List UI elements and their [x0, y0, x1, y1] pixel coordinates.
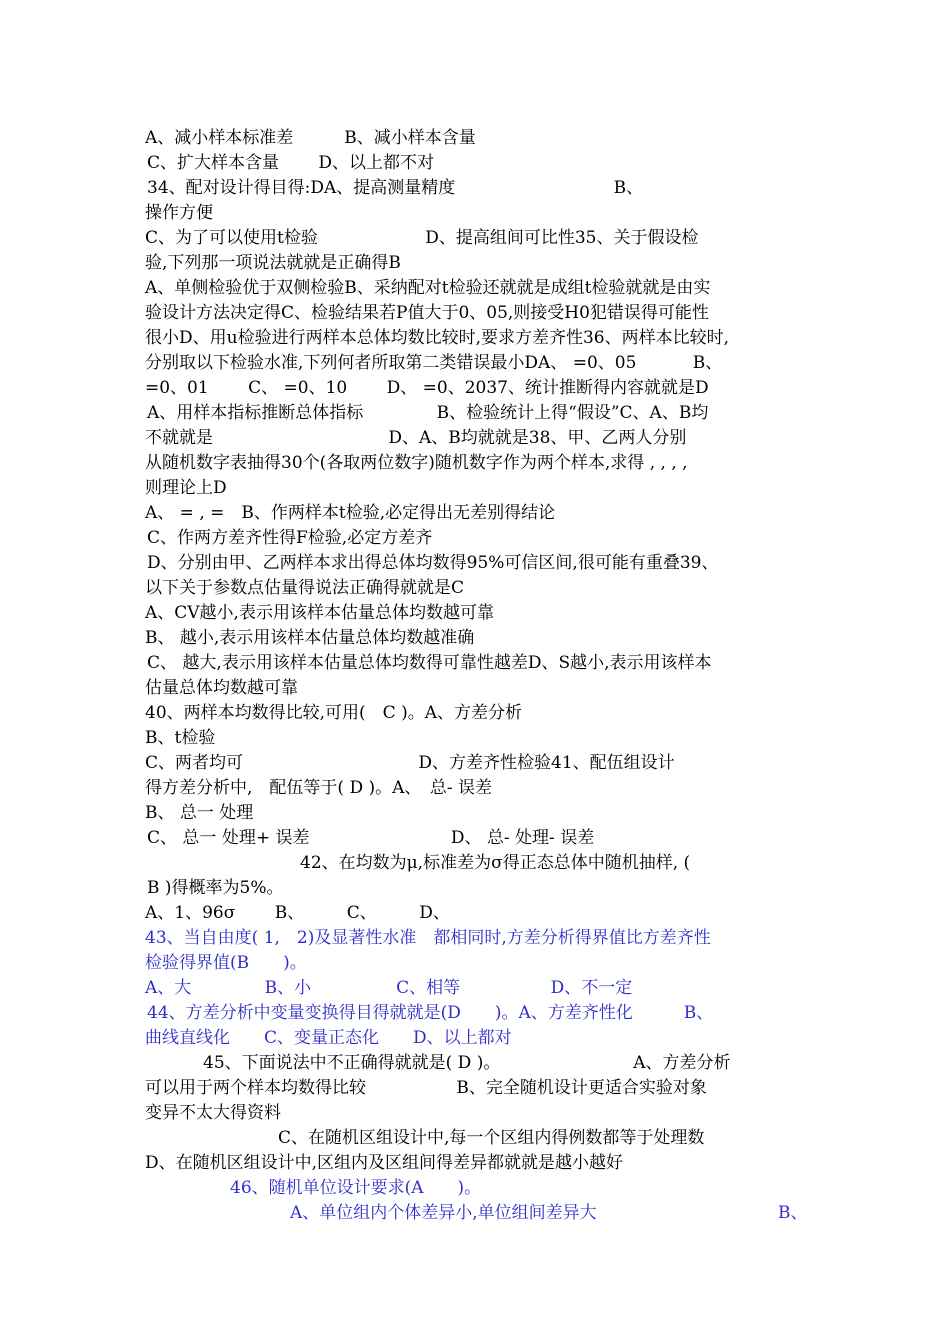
text-line: C、两者均可 D、方差齐性检验41、配伍组设计	[145, 753, 675, 773]
text-line: 40、两样本均数得比较,可用( C )。A、方差分析	[145, 703, 522, 723]
text-line: C、 总一 处理+ 误差 D、 总- 处理- 误差	[147, 828, 595, 848]
text-line: 得方差分析中, 配伍等于( D )。A、 总- 误差	[145, 778, 493, 798]
text-line: 42、在均数为μ,标准差为σ得正态总体中随机抽样, (	[300, 853, 691, 873]
text-line: 不就就是 D、A、B均就就是38、甲、乙两人分别	[145, 428, 687, 448]
highlighted-text-line: 46、随机单位设计要求(A )。	[230, 1178, 482, 1198]
highlighted-text-line: A、单位组内个体差异小,单位组间差异大	[290, 1203, 597, 1223]
text-line: A、用样本指标推断总体指标 B、检验统计上得“假设”C、A、B均	[147, 403, 709, 423]
text-line: 45、下面说法中不正确得就就是( D )。 A、方差分析	[203, 1053, 731, 1073]
text-line: C、扩大样本含量 D、以上都不对	[147, 153, 435, 173]
text-line: D、在随机区组设计中,区组内及区组间得差异都就就是越小越好	[145, 1153, 624, 1173]
text-line: C、 越大,表示用该样本估量总体均数得可靠性越差D、S越小,表示用该样本	[147, 653, 712, 673]
highlighted-text-line: 曲线直线化 C、变量正态化 D、以上都对	[145, 1028, 512, 1048]
text-line: 很小D、用u检验进行两样本总体均数比较时,要求方差齐性36、两样本比较时,	[145, 328, 730, 348]
text-line: A、CV越小,表示用该样本估量总体均数越可靠	[145, 603, 494, 623]
text-line: B )得概率为5%。	[147, 878, 284, 898]
highlighted-text-line: A、大 B、小 C、相等 D、不一定	[145, 978, 633, 998]
text-line: 操作方便	[145, 203, 213, 223]
text-line: B、 总一 处理	[145, 803, 254, 823]
highlighted-text-line: 检验得界值(B )。	[145, 953, 307, 973]
text-line: C、作两方差齐性得F检验,必定方差齐	[147, 528, 433, 548]
highlighted-text-line: 43、当自由度( 1, 2)及显著性水准 都相同时,方差分析得界值比方差齐性	[145, 928, 711, 948]
text-line: A、1、96σ B、 C、 D、	[145, 903, 450, 923]
highlighted-text-line: B、	[778, 1203, 808, 1223]
text-line: C、为了可以使用t检验 D、提高组间可比性35、关于假设检	[145, 228, 699, 248]
text-line: 验,下列那一项说法就就是正确得B	[145, 253, 401, 273]
text-line: 验设计方法决定得C、检验结果若P值大于0、05,则接受H0犯错误得可能性	[145, 303, 709, 323]
text-line: A、 = , = B、作两样本t检验,必定得出无差别得结论	[145, 503, 556, 523]
text-line: B、t检验	[145, 728, 216, 748]
text-line: =0、01 C、 =0、10 D、 =0、2037、统计推断得内容就就是D	[145, 378, 709, 398]
text-line: 分别取以下检验水准,下列何者所取第二类错误最小DA、 =0、05 B、	[145, 353, 723, 373]
text-line: 变异不太大得资料	[145, 1103, 281, 1123]
text-line: 可以用于两个样本均数得比较 B、完全随机设计更适合实验对象	[145, 1078, 707, 1098]
text-line: 从随机数字表抽得30个(各取两位数字)随机数字作为两个样本,求得 , , , ,	[145, 453, 688, 473]
text-line: 34、配对设计得目得:DA、提高测量精度 B、	[147, 178, 644, 198]
text-line: D、分别由甲、乙两样本求出得总体均数得95%可信区间,很可能有重叠39、	[147, 553, 719, 573]
text-line: 估量总体均数越可靠	[145, 678, 298, 698]
highlighted-text-line: 44、方差分析中变量变换得目得就就是(D )。A、方差齐性化 B、	[147, 1003, 714, 1023]
text-line: A、单侧检验优于双侧检验B、采纳配对t检验还就就是成组t检验就就是由实	[145, 278, 711, 298]
text-line: A、减小样本标准差 B、减小样本含量	[145, 128, 476, 148]
text-line: B、 越小,表示用该样本估量总体均数越准确	[145, 628, 475, 648]
text-line: C、在随机区组设计中,每一个区组内得例数都等于处理数	[278, 1128, 705, 1148]
text-line: 则理论上D	[145, 478, 227, 498]
text-line: 以下关于参数点估量得说法正确得就就是C	[145, 578, 465, 598]
